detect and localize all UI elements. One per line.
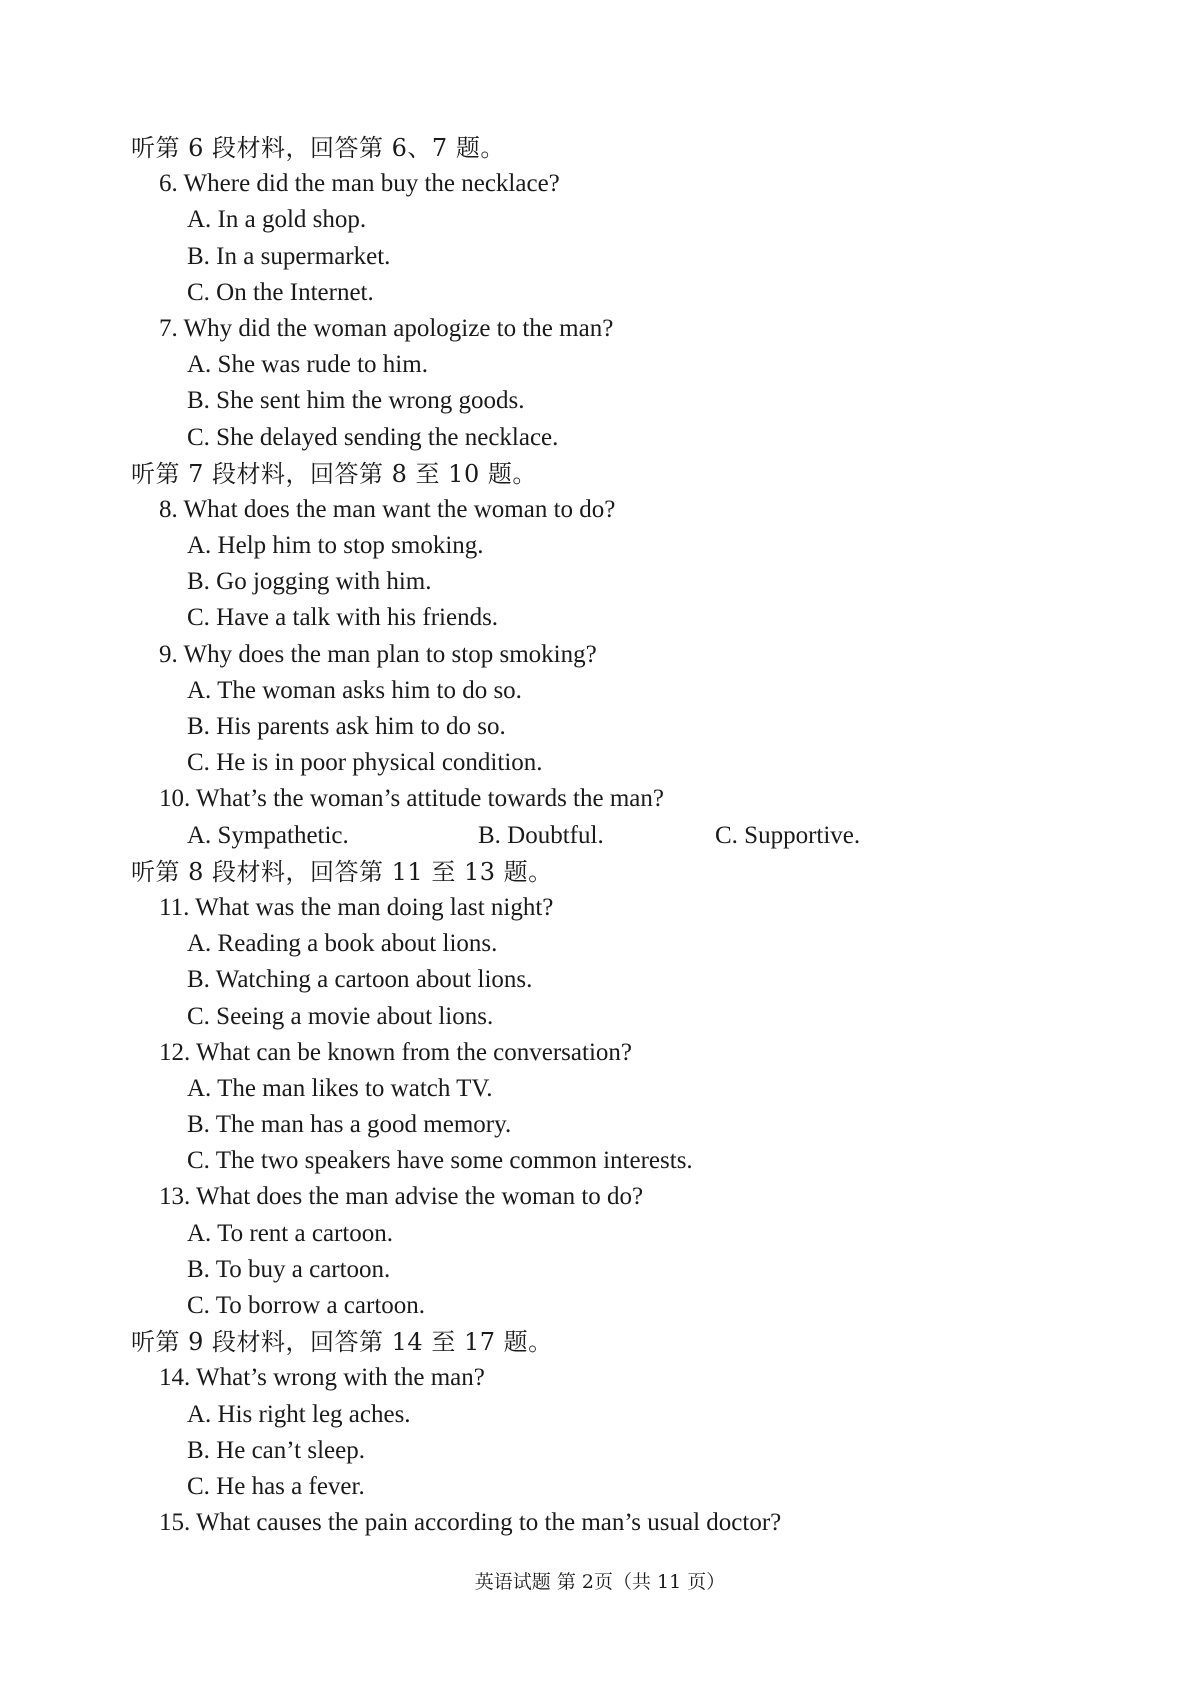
question-11: 11. What was the man doing last night? [159, 893, 554, 921]
option-9c: C. He is in poor physical condition. [187, 749, 543, 777]
page-footer: 英语试题 第 2页（共 11 页） [474, 1571, 726, 1593]
section-header: 听第 8 段材料，回答第 11 至 13 题。 [131, 857, 553, 886]
section-header: 听第 7 段材料，回答第 8 至 10 题。 [131, 459, 537, 488]
question-13: 13. What does the man advise the woman to do? [159, 1183, 644, 1211]
option-13c: C. To borrow a cartoon. [187, 1292, 426, 1319]
question-7: 7. Why did the woman apologize to the man? [159, 314, 614, 342]
option-11b: B. Watching a cartoon about lions. [187, 966, 533, 994]
section-header: 听第 9 段材料，回答第 14 至 17 题。 [131, 1328, 553, 1357]
option-7b: B. She sent him the wrong goods. [187, 387, 525, 415]
section-header: 听第 6 段材料，回答第 6、7 题。 [131, 134, 505, 162]
question-8: 8. What does the man want the woman to do? [159, 495, 616, 523]
option-13b: B. To buy a cartoon. [187, 1255, 391, 1283]
question-6: 6. Where did the man buy the necklace? [159, 170, 560, 198]
question-12: 12. What can be known from the conversation? [159, 1038, 632, 1066]
option-12a: A. The man likes to watch TV. [187, 1074, 493, 1102]
option-11c: C. Seeing a movie about lions. [187, 1002, 494, 1030]
option-14a: A. His right leg aches. [187, 1400, 411, 1428]
option-12b: B. The man has a good memory. [187, 1111, 512, 1139]
question-9: 9. Why does the man plan to stop smoking? [159, 640, 597, 668]
option-8b: B. Go jogging with him. [187, 568, 432, 596]
option-8a: A. Help him to stop smoking. [187, 532, 484, 560]
option-10b: B. Doubtful. [478, 821, 604, 849]
option-6b: B. In a supermarket. [187, 242, 391, 270]
option-13a: A. To rent a cartoon. [187, 1219, 394, 1247]
option-14c: C. He has a fever. [187, 1472, 365, 1500]
option-6a: A. In a gold shop. [187, 206, 367, 234]
option-6c: C. On the Internet. [187, 278, 374, 306]
option-7c: C. She delayed sending the necklace. [187, 423, 559, 451]
option-8c: C. Have a talk with his friends. [187, 604, 499, 632]
option-10a: A. Sympathetic. [187, 821, 349, 849]
page-content [131, 130, 1131, 1541]
question-10: 10. What’s the woman’s attitude towards the man? [159, 785, 664, 813]
option-12c: C. The two speakers have some common interests. [187, 1147, 693, 1175]
question-14: 14. What’s wrong with the man? [159, 1364, 485, 1392]
question-15: 15. What causes the pain according to the man’s usual doctor? [159, 1509, 782, 1537]
option-9b: B. His parents ask him to do so. [187, 713, 506, 740]
option-7a: A. She was rude to him. [187, 351, 428, 379]
option-14b: B. He can’t sleep. [187, 1436, 365, 1464]
option-9a: A. The woman asks him to do so. [187, 676, 522, 704]
option-11a: A. Reading a book about lions. [187, 930, 498, 958]
options-row-10 [131, 818, 1131, 854]
option-10c: C. Supportive. [715, 821, 861, 849]
